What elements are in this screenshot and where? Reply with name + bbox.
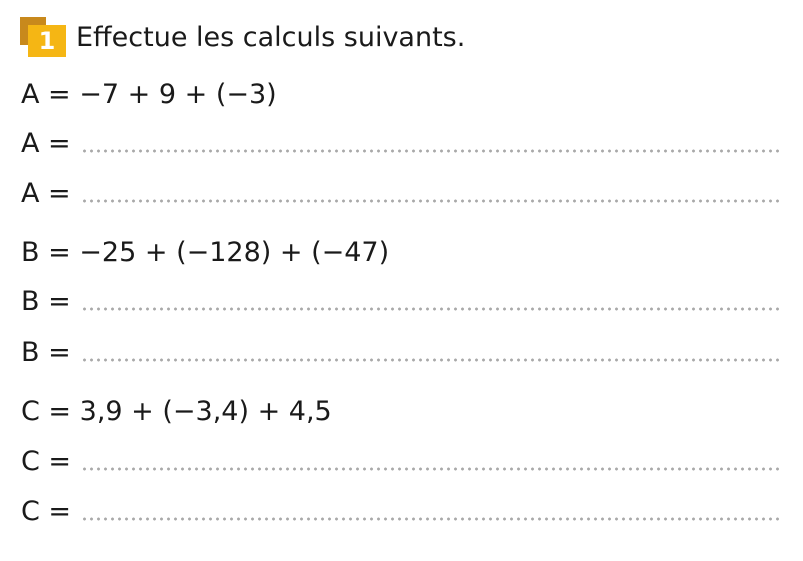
- answer-label: A =: [21, 128, 71, 159]
- answer-line-b-1[interactable]: [21, 282, 783, 322]
- dotted-answer-field[interactable]: [81, 358, 783, 362]
- dotted-answer-field[interactable]: [81, 467, 783, 471]
- answer-label: B =: [21, 337, 71, 368]
- expression-a: A = −7 + 9 + (−3): [21, 79, 277, 110]
- expression-c: C = 3,9 + (−3,4) + 4,5: [21, 396, 332, 427]
- answer-label: C =: [21, 446, 72, 477]
- answer-line-a-2[interactable]: [21, 174, 783, 214]
- answer-line-b-2[interactable]: [21, 333, 783, 373]
- answer-line-c-1[interactable]: [21, 442, 783, 482]
- answer-label: B =: [21, 286, 71, 317]
- exercise-instruction: Effectue les calculs suivants.: [76, 22, 466, 53]
- expression-b: B = −25 + (−128) + (−47): [21, 237, 390, 268]
- dotted-answer-field[interactable]: [81, 307, 783, 311]
- answer-line-a-1[interactable]: [21, 124, 783, 164]
- dotted-answer-field[interactable]: [81, 199, 783, 203]
- answer-label: C =: [21, 496, 72, 527]
- dotted-answer-field[interactable]: [81, 517, 783, 521]
- answer-line-c-2[interactable]: [21, 492, 783, 532]
- exercise-number-badge: [20, 17, 66, 57]
- dotted-answer-field[interactable]: [81, 149, 783, 153]
- exercise-number: 1: [28, 25, 66, 57]
- answer-label: A =: [21, 178, 71, 209]
